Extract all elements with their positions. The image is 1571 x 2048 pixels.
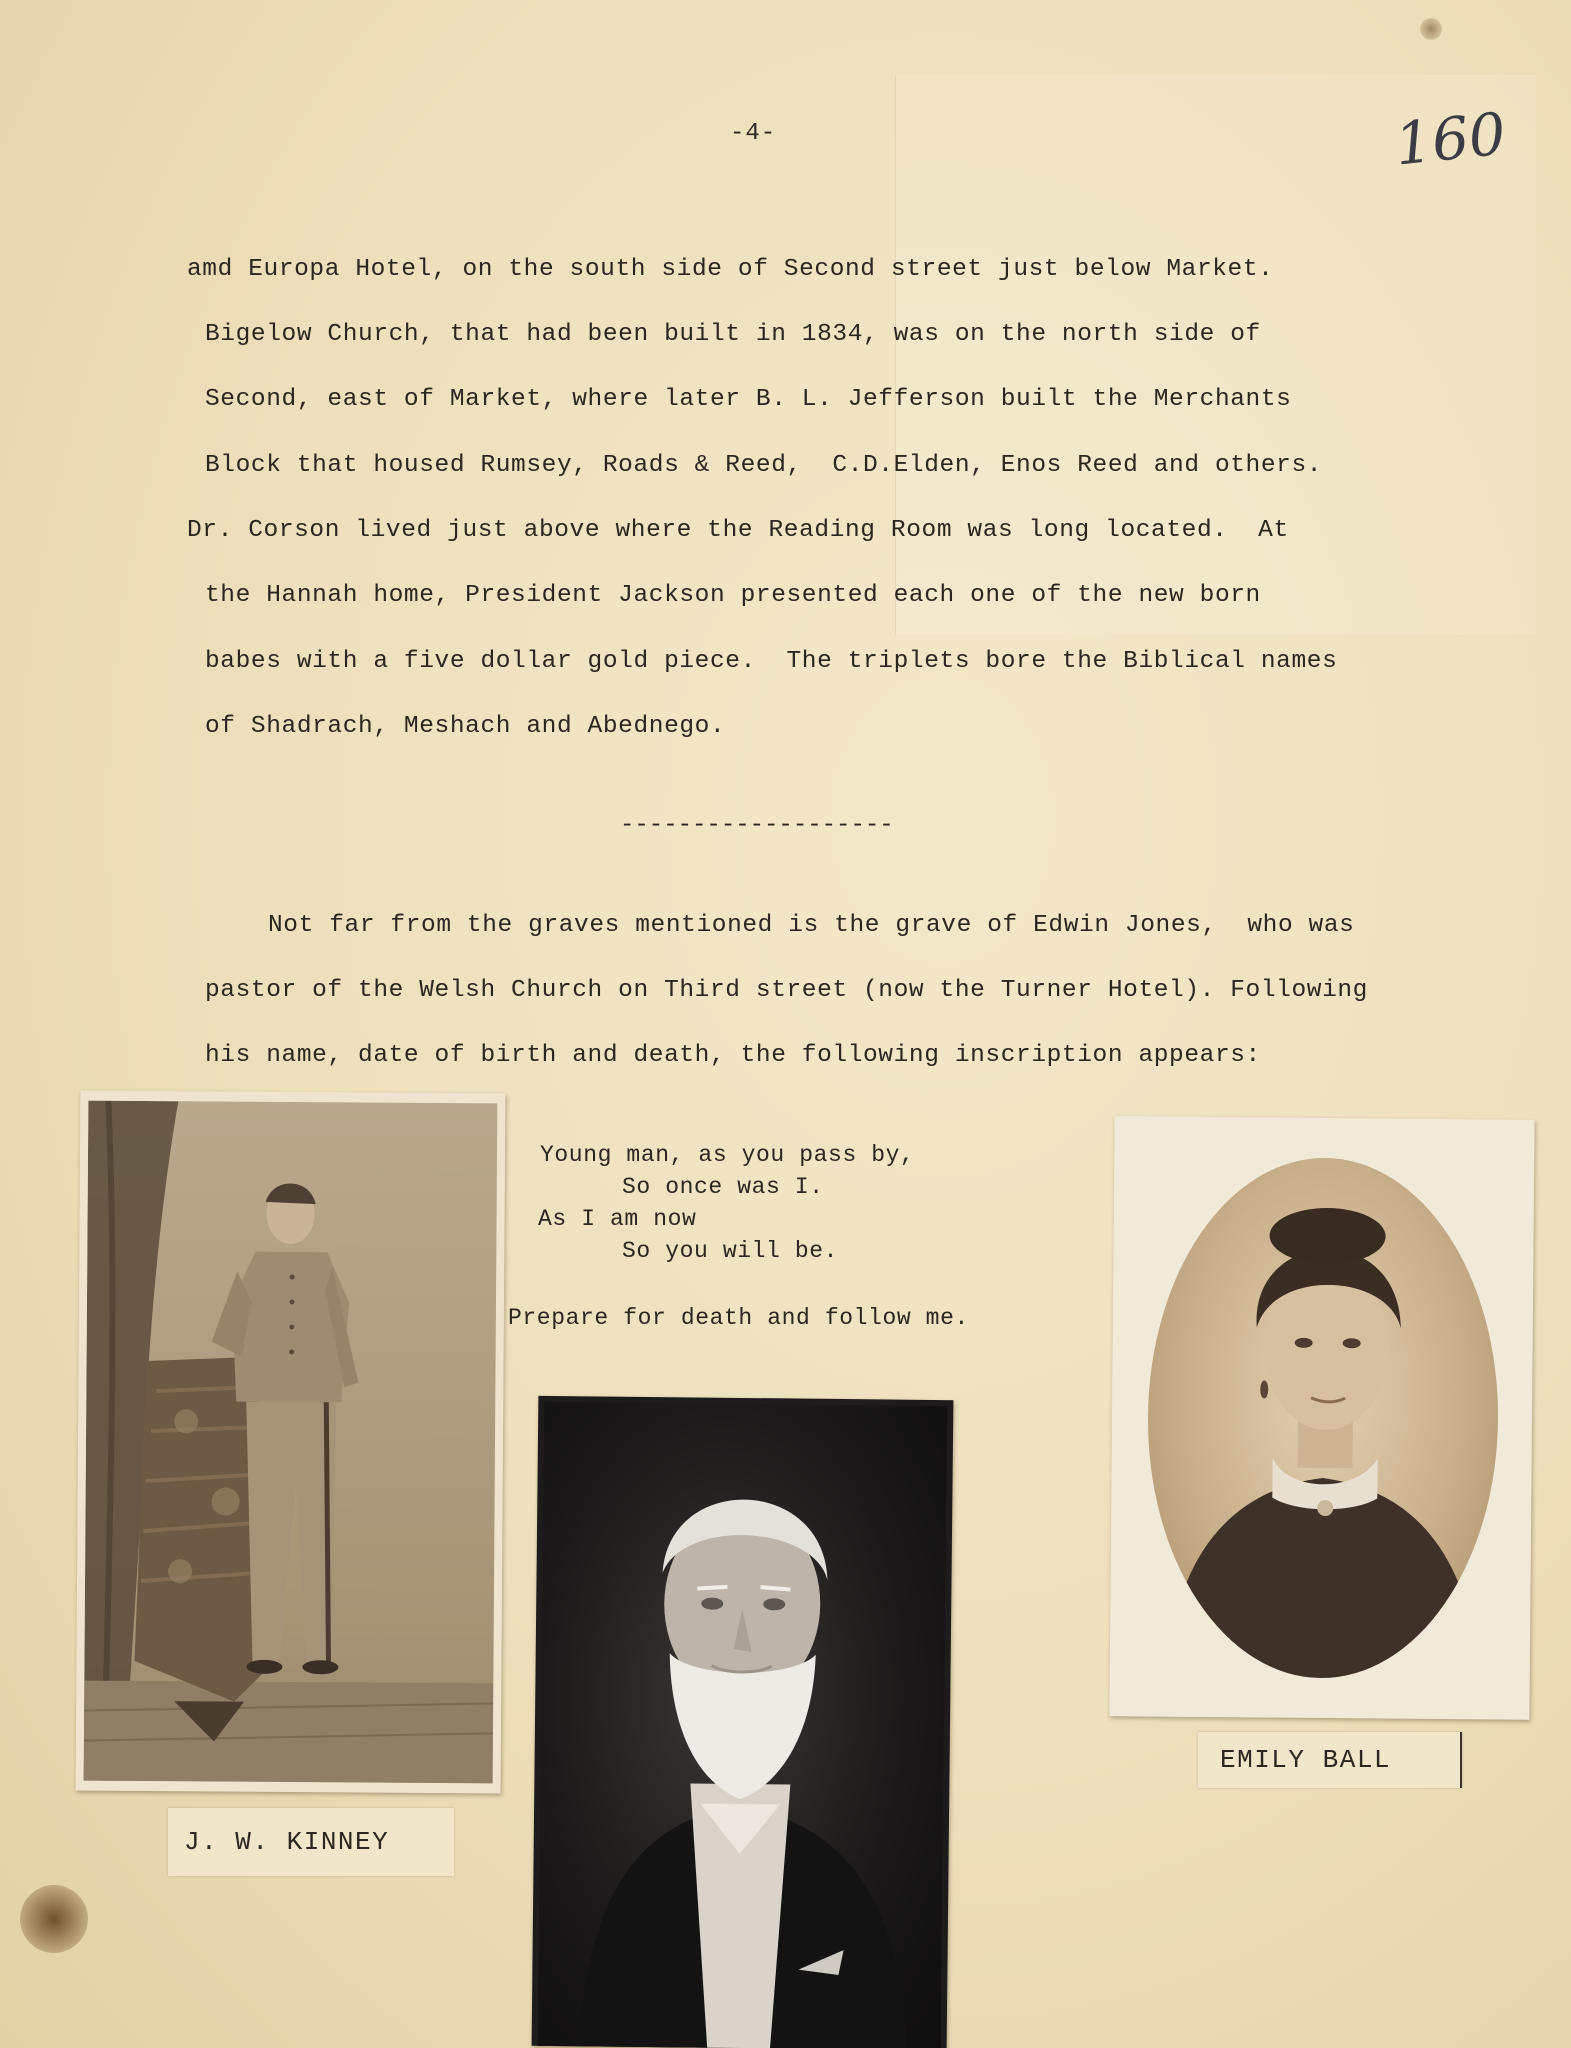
ink-stain (20, 1885, 88, 1953)
body-line-6: the Hannah home, President Jackson presented each one of the new born (205, 582, 1261, 609)
caption-j-w-kinney: J. W. KINNEY (168, 1808, 454, 1876)
woman-oval-portrait (1146, 1156, 1501, 1679)
handwritten-folio-number: 160 (1391, 99, 1509, 179)
photo-emily-ball (1109, 1116, 1534, 1720)
para2-line-2: pastor of the Welsh Church on Third street (now the Turner Hotel). Following (205, 977, 1368, 1004)
inscription-line-1: Young man, as you pass by, (540, 1142, 915, 1168)
body-line-3: Second, east of Market, where later B. L. Jefferson built the Merchants (205, 386, 1292, 413)
inscription-line-3: As I am now (538, 1206, 697, 1232)
body-line-4: Block that housed Rumsey, Roads & Reed, C.D.Elden, Enos Reed and others. (205, 452, 1323, 479)
inscription-line-4: So you will be. (622, 1238, 839, 1264)
small-stain (1420, 18, 1442, 40)
photo-j-w-kinney (76, 1091, 506, 1794)
body-line-1: amd Europa Hotel, on the south side of Second street just below Market. (187, 256, 1274, 283)
inscription-line-5: Prepare for death and follow me. (508, 1305, 969, 1331)
body-line-8: of Shadrach, Meshach and Abednego. (205, 713, 726, 740)
body-line-5: Dr. Corson lived just above where the Reading Room was long located. At (187, 517, 1289, 544)
photo-elderly-bearded-man (532, 1396, 954, 2048)
bearded-man-portrait (538, 1402, 948, 2048)
para2-line-1: Not far from the graves mentioned is the grave of Edwin Jones, who was (268, 912, 1355, 939)
separator-rule: ------------------- (620, 812, 894, 839)
inscription-line-2: So once was I. (622, 1174, 824, 1200)
body-line-7: babes with a five dollar gold piece. The triplets bore the Biblical names (205, 648, 1338, 675)
body-line-2: Bigelow Church, that had been built in 1834, was on the north side of (205, 321, 1261, 348)
standing-man-portrait (84, 1101, 498, 1784)
caption-emily-ball: EMILY BALL (1198, 1732, 1462, 1788)
page-number: -4- (730, 120, 777, 147)
para2-line-3: his name, date of birth and death, the following inscription appears: (205, 1042, 1261, 1069)
